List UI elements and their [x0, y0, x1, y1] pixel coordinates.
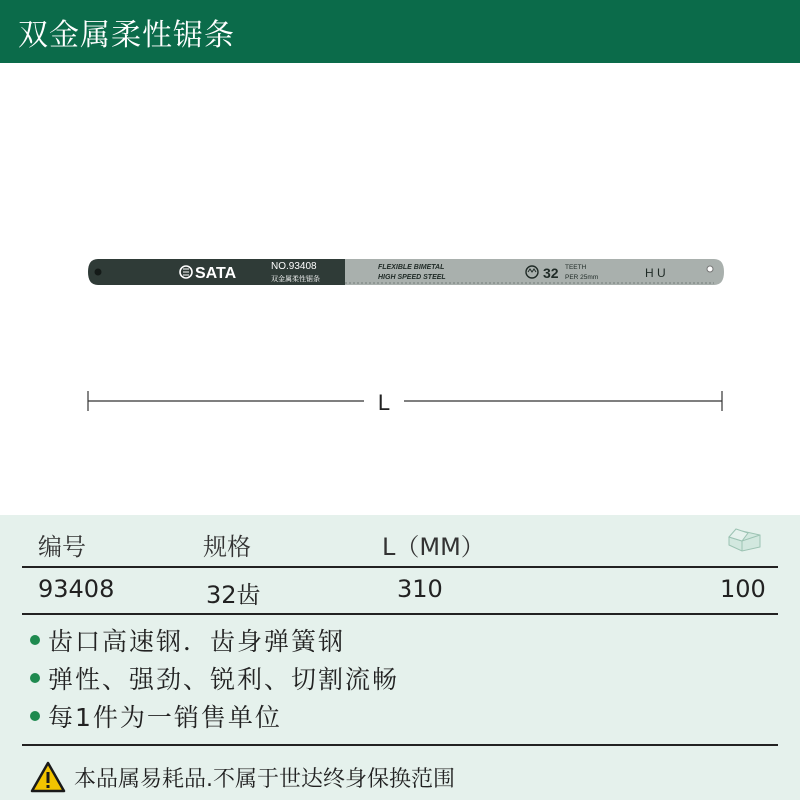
spec-table-section: [0, 515, 800, 800]
hacksaw-blade: [88, 259, 724, 285]
feature-text: 每1件为一销售单位: [48, 703, 282, 732]
bullet-icon: [30, 635, 40, 645]
features-divider: [22, 744, 778, 746]
header-length: L（MM）: [382, 533, 485, 561]
bullet-icon: [30, 711, 40, 721]
length-dimension: [88, 390, 722, 415]
table-header: [0, 515, 800, 567]
header-bar: [0, 0, 800, 63]
list-item: [30, 697, 770, 735]
length-label: L: [377, 390, 391, 415]
feature-list: [30, 621, 770, 735]
blade-pin-hole-left: [95, 269, 102, 276]
list-item: [30, 621, 770, 659]
notice-text: 本品属易耗品.不属于世达终身保换范围: [74, 766, 455, 792]
cell-code: 93408: [38, 575, 115, 603]
cell-spec: 32齿: [206, 581, 261, 609]
blade-teeth-per: PER 25mm: [565, 274, 599, 281]
table-row: [0, 569, 800, 613]
list-item: [30, 659, 770, 697]
feature-text: 齿口高速钢．齿身弹簧钢: [48, 627, 346, 656]
feature-text: 弹性、强劲、锐利、切割流畅: [48, 665, 400, 694]
row-divider: [22, 613, 778, 615]
hacksaw-blade-diagram: [0, 63, 800, 515]
box-icon: [726, 527, 764, 553]
header-divider: [22, 566, 778, 568]
page-title: 双金属柔性锯条: [18, 17, 235, 53]
blade-pin-hole-right: [707, 266, 713, 272]
blade-model-no: NO.93408: [271, 261, 317, 272]
blade-brand: SATA: [195, 265, 237, 282]
blade-teeth-word: TEETH: [565, 264, 587, 271]
cell-pack-qty: 100: [720, 575, 766, 603]
header-spec: 规格: [203, 533, 251, 561]
blade-teeth-count: 32: [543, 265, 559, 281]
blade-spec-line2: HIGH SPEED STEEL: [378, 274, 446, 281]
cell-length: 310: [397, 575, 443, 603]
warning-icon: [30, 761, 66, 793]
product-illustration: [0, 63, 800, 515]
blade-spec-line1: FLEXIBLE BIMETAL: [378, 264, 445, 271]
header-code: 编号: [38, 533, 86, 561]
blade-name-cn: 双金属柔性锯条: [271, 275, 320, 283]
blade-mark: H U: [645, 266, 666, 280]
consumable-notice: [30, 757, 455, 797]
bullet-icon: [30, 673, 40, 683]
